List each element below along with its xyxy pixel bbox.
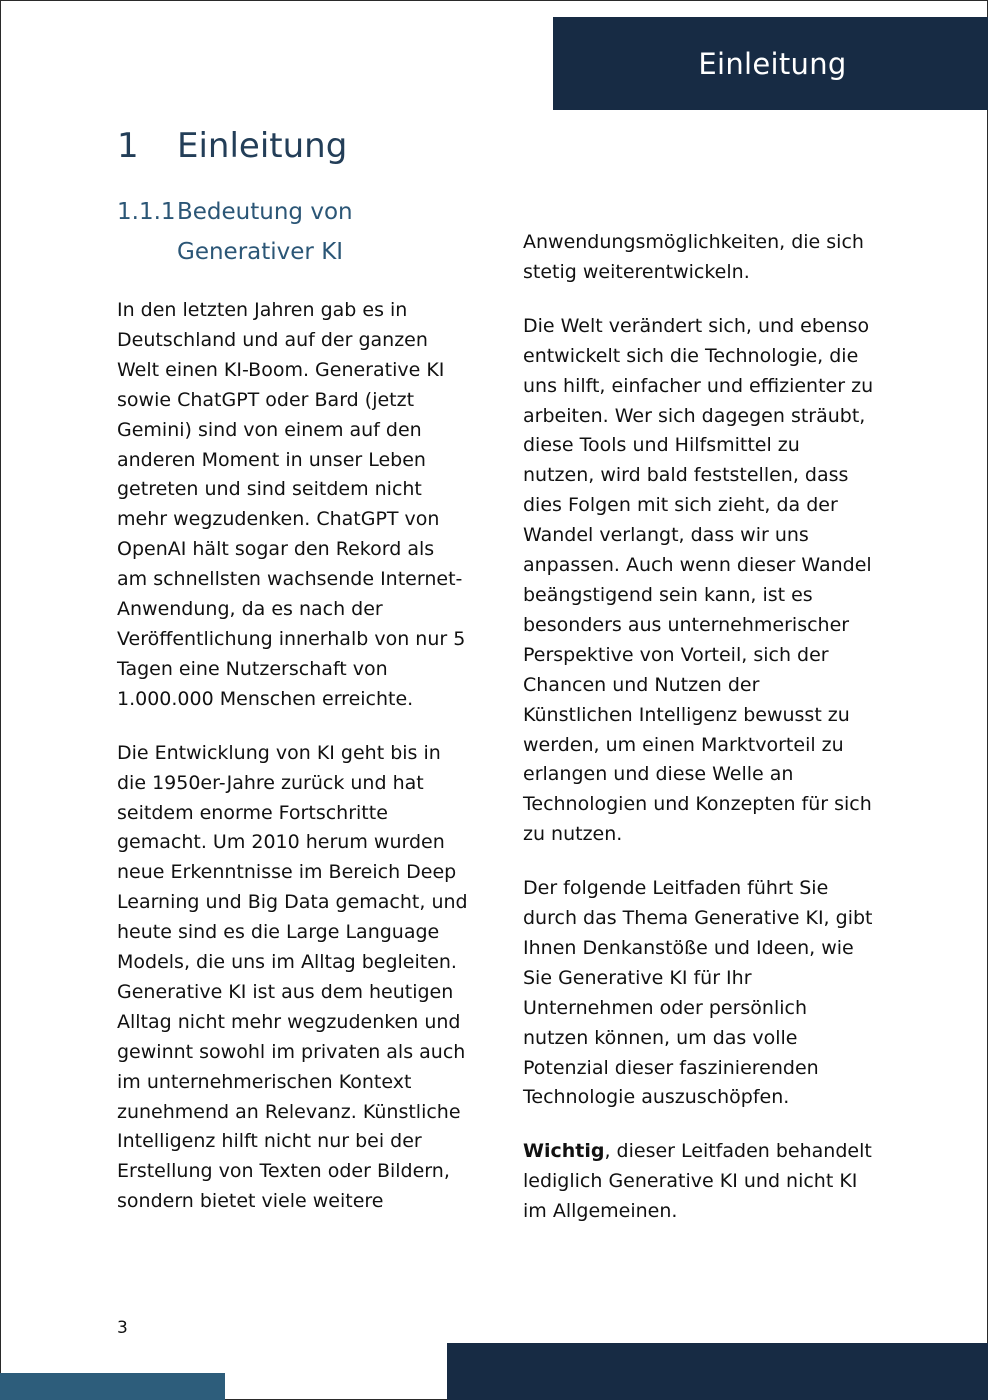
important-note-text: , dieser Leitfaden behandelt lediglich Generative KI und nicht KI im Allgemeinen.: [523, 1140, 872, 1223]
header-banner: [553, 17, 988, 110]
left-text-column: [117, 296, 469, 1241]
paragraph: Die Welt verändert sich, und ebenso entwickelt sich die Technologie, die uns hilft, einfacher und effizienter zu arbeiten. Wer sich dagegen sträubt, diese Tools und Hilfsmittel zu nutzen, wird bald feststellen, dass dies Folgen mit sich zieht, da der Wandel verlangt, dass wir uns anpassen. Auch wenn dieser Wandel beängstigend sein kann, ist es besonders aus unternehmerischer Perspektive von Vorteil, sich der Chancen und Nutzen der Künstlichen Intelligenz bewusst zu werden, um einen Marktvorteil zu erlangen und diese Welle an Technologien und Konzepten für sich zu nutzen.: [523, 314, 874, 846]
paragraph: In den letzten Jahren gab es in Deutschland und auf der ganzen Welt einen KI-Boom. Generative KI sowie ChatGPT oder Bard (jetzt Gemini) sind von einem auf den anderen Moment in unser Leben getreten und sind seitdem nicht mehr wegzudenken. ChatGPT von OpenAI hält sogar den Rekord als am schnellsten wachsende Internet-Anwendung, da es nach der Veröffentlichung innerhalb von nur 5 Tagen eine Nutzerschaft von 1.000.000 Menschen erreichte.: [117, 299, 466, 710]
important-note: [523, 1137, 875, 1227]
header-banner-title: Einleitung: [698, 47, 847, 81]
chapter-heading: [117, 124, 347, 168]
important-label: Wichtig: [523, 1140, 605, 1163]
section-title: Bedeutung von Generativer KI: [177, 199, 353, 265]
page-number: 3: [117, 1318, 128, 1338]
chapter-title: Einleitung: [177, 126, 348, 166]
paragraph: Die Entwicklung von KI geht bis in die 1950er-Jahre zurück und hat seitdem enorme Fortschritte gemacht. Um 2010 herum wurden neue Erkenntnisse im Bereich Deep Learning und Big Data gemacht, und heute sind es die Large Language Models, die uns im Alltag begleiten. Generative KI ist aus dem heutigen Alltag nicht mehr wegzudenken und gewinnt sowohl im privaten als auch im unternehmerischen Kontext zunehmend an Relevanz. Künstliche Intelligenz hilft nicht nur bei der Erstellung von Texten oder Bildern, sondern bietet viele weitere: [117, 741, 468, 1213]
footer-accent-bar-left: [0, 1373, 225, 1400]
paragraph: Der folgende Leitfaden führt Sie durch das Thema Generative KI, gibt Ihnen Denkanstöße und Ideen, wie Sie Generative KI für Ihr Unternehmen oder persönlich nutzen können, um das volle Potenzial dieser faszinierenden Technologie auszuschöpfen.: [523, 877, 873, 1109]
paragraph: Anwendungsmöglichkeiten, die sich stetig weiterentwickeln.: [523, 231, 864, 283]
section-number: 1.1.1: [117, 199, 176, 225]
footer-accent-bar-right: [447, 1343, 988, 1400]
right-text-column: [523, 228, 875, 1251]
chapter-number: 1: [117, 126, 139, 166]
